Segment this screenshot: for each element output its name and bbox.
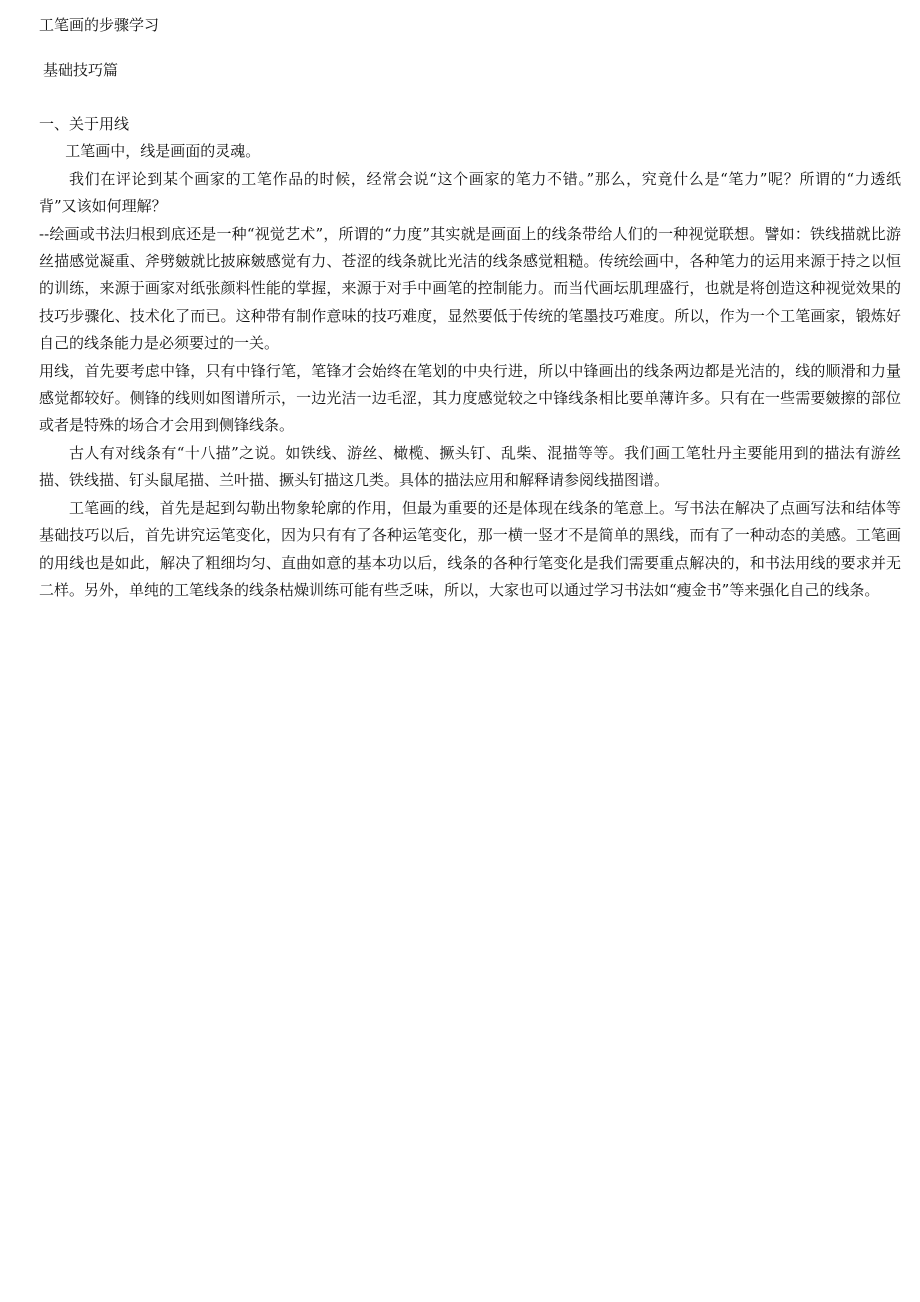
paragraph-2: 我们在评论到某个画家的工笔作品的时候，经常会说“这个画家的笔力不错。”那么，究竟什么是“笔力”呢？所谓的“力透纸背”又该如何理解？ — [39, 169, 901, 216]
paragraph-4: 用线，首先要考虑中锋，只有中锋行笔，笔锋才会始终在笔划的中央行进，所以中锋画出的线条两边都是光洁的，线的顺滑和力量感觉都较好。侧锋的线则如图谱所示，一边光洁一边毛涩，其力度感觉较之中锋线条相比要单薄许多。只有在一些需要皴擦的部位或者是特殊的场合才会用到侧锋线条。 — [39, 361, 901, 435]
paragraph-5: 古人有对线条有“十八描”之说。如铁线、游丝、橄榄、撅头钉、乱柴、混描等等。我们画工笔牡丹主要能用到的描法有游丝描、铁线描、钉头鼠尾描、兰叶描、撅头钉描这几类。具体的描法应用和解释请参阅线描图谱。 — [39, 443, 901, 490]
paragraph-3: --绘画或书法归根到底还是一种“视觉艺术”，所谓的“力度”其实就是画面上的线条带给人们的一种视觉联想。譬如：铁线描就比游丝描感觉凝重、斧劈皴就比披麻皴感觉有力、苍涩的线条就比光洁的线条感觉粗糙。传统绘画中，各种笔力的运用来源于持之以恒的训练，来源于画家对纸张颜料性能的掌握，来源于对手中画笔的控制能力。而当代画坛肌理盛行，也就是将创造这种视觉效果的技巧步骤化、技术化了而已。这种带有制作意味的技巧难度，显然要低于传统的笔墨技巧难度。所以，作为一个工笔画家，锻炼好自己的线条能力是必须要过的一关。 — [39, 224, 901, 353]
document-subtitle: 基础技巧篇 — [43, 61, 119, 79]
document-title: 工笔画的步骤学习 — [39, 16, 160, 34]
document-body — [39, 111, 901, 604]
paragraph-1: 工笔画中，线是画面的灵魂。 — [65, 142, 261, 161]
section-heading: 一、关于用线 — [39, 115, 130, 133]
paragraph-6: 工笔画的线，首先是起到勾勒出物象轮廓的作用，但最为重要的还是体现在线条的笔意上。写书法在解决了点画写法和结体等基础技巧以后，首先讲究运笔变化，因为只有有了各种运笔变化，那一横一竖才不是简单的黑线，而有了一种动态的美感。工笔画的用线也是如此，解决了粗细均匀、直曲如意的基本功以后，线条的各种行笔变化是我们需要重点解决的，和书法用线的要求并无二样。另外，单纯的工笔线条的线条枯燥训练可能有些乏味，所以，大家也可以通过学习书法如“瘦金书”等来强化自己的线条。 — [39, 498, 901, 599]
